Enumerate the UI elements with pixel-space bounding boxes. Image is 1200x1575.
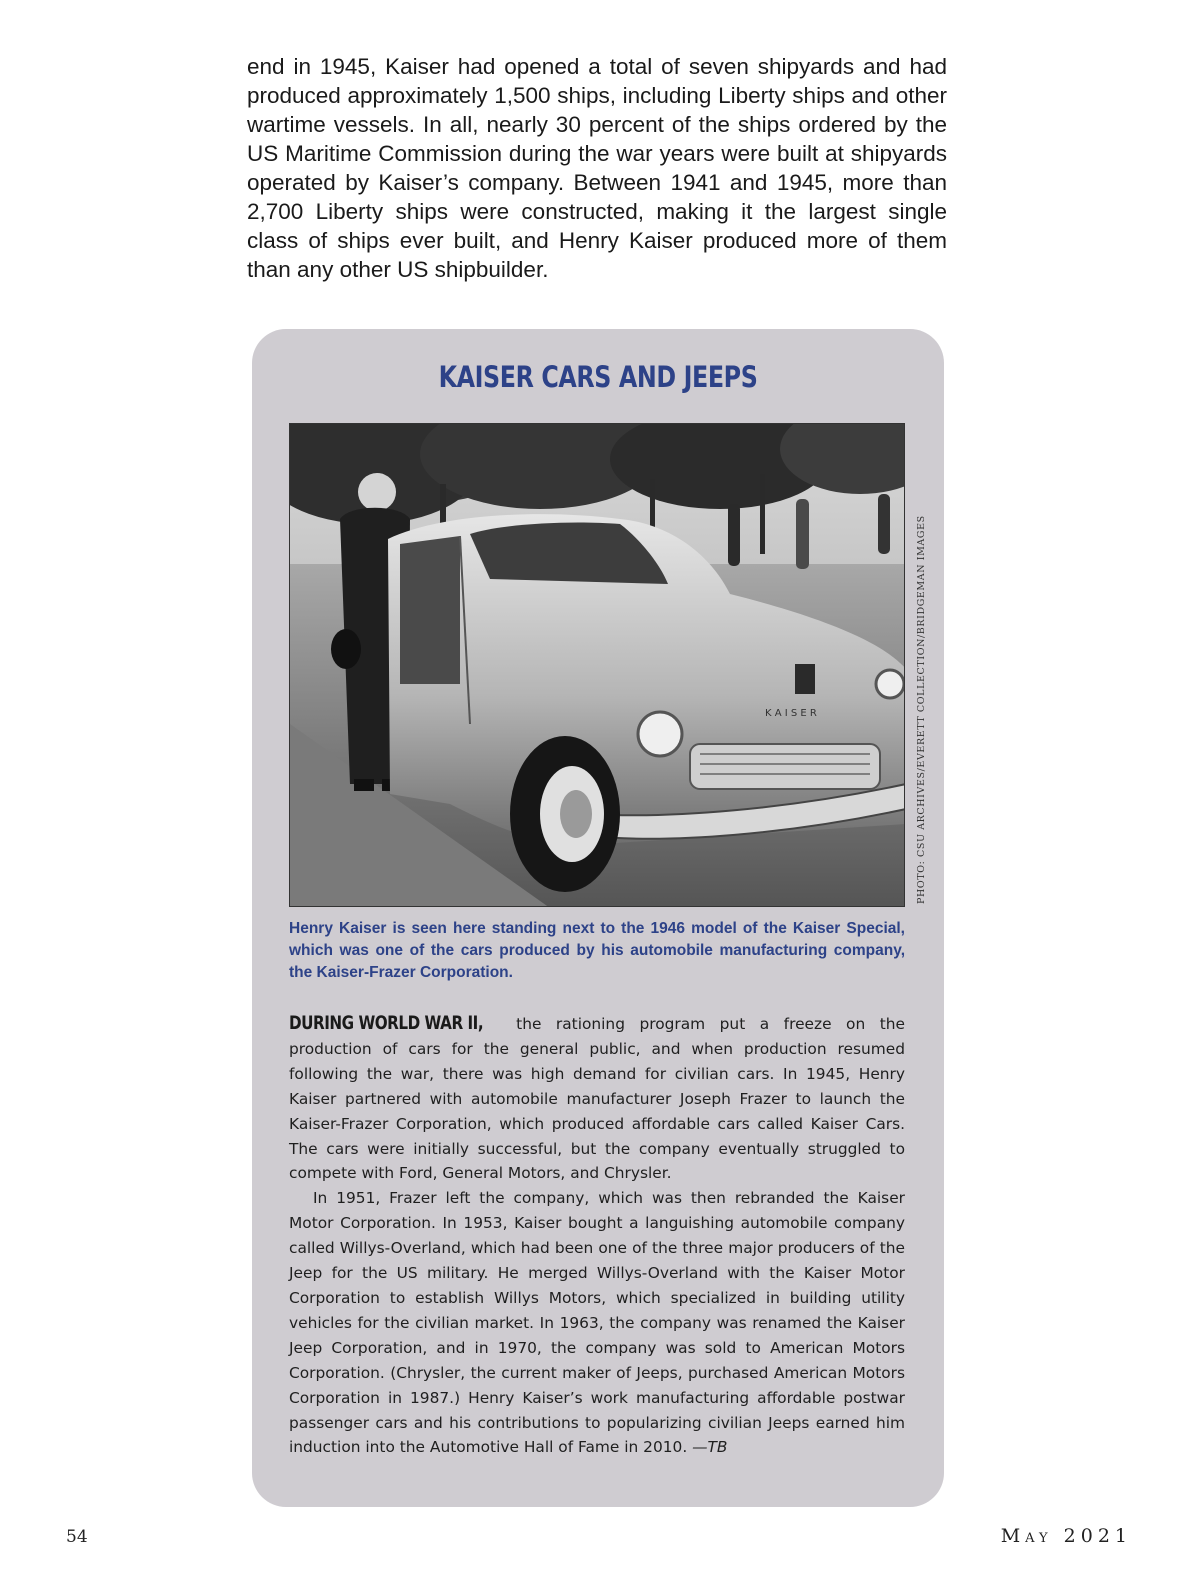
hood-lettering: K A I S E R — [765, 708, 817, 719]
issue-date: May 2021 — [1000, 1525, 1132, 1547]
paragraph-2-text: In 1951, Frazer left the company, which was then rebranded the Kaiser Motor Corporation. In 1953, Kaiser bought a languishing automobile company called Willys-Overland, which had been one of the three major producers of the Jeep for the US military. He merged Willys-Overland with the Kaiser Motor Corporation to establish Willys Motors, which specialized in building utility vehicles for the civilian market. In 1963, the company was renamed the Kaiser Jeep Corporation, and in 1970, the company was sold to American Motors Corporation. (Chrysler, the current maker of Jeeps, purchased American Motors Corporation in 1987.) Henry Kaiser’s work manufacturing affordable postwar passenger cars and his contributions to popularizing civilian Jeeps earned him induction into the Automotive Hall of Fame in 2010. — [289, 1189, 905, 1457]
sidebar-article — [289, 1011, 905, 1460]
sidebar-paragraph-2 — [289, 1186, 905, 1460]
lead-in: DURING WORLD WAR II, — [289, 1012, 484, 1034]
kaiser-car-photo — [289, 423, 905, 907]
sidebar-paragraph-1 — [289, 1011, 905, 1186]
page-number: 54 — [66, 1527, 88, 1547]
paragraph-1-text: the rationing program put a freeze on the production of cars for the general public, and when production resumed following the war, there was high demand for civilian cars. In 1945, Henry Kaiser partnered with automobile manufacturer Joseph Frazer to launch the Kaiser-Frazer Corporation, which produced affordable cars called Kaiser Cars. The cars were initially successful, but the company eventually struggled to compete with Ford, General Motors, and Chrysler. — [289, 1015, 905, 1183]
sidebar-title: KAISER CARS AND JEEPS — [438, 360, 758, 394]
photo-caption: Henry Kaiser is seen here standing next to the 1946 model of the Kaiser Special, which was one of the cars produced by his automobile manufacturing company, the Kaiser-Frazer Corporation. — [289, 920, 905, 981]
author-signature: —TB — [692, 1438, 728, 1457]
photo-credit-text: PHOTO: CSU ARCHIVES/EVERETT COLLECTION/BRIDGEMAN IMAGES — [916, 515, 927, 904]
intro-paragraph: end in 1945, Kaiser had opened a total of seven shipyards and had produced approximately 1,500 ships, including Liberty ships and other wartime vessels. In all, nearly 30 percent of the ships ordered by the US Maritime Commission during the war years were built at shipyards operated by Kaiser’s company. Between 1941 and 1945, more than 2,700 Liberty ships were constructed, making it the largest single class of ships ever built, and Henry Kaiser produced more of them than any other US shipbuilder. — [247, 54, 947, 282]
sidebar-box — [252, 329, 944, 1507]
